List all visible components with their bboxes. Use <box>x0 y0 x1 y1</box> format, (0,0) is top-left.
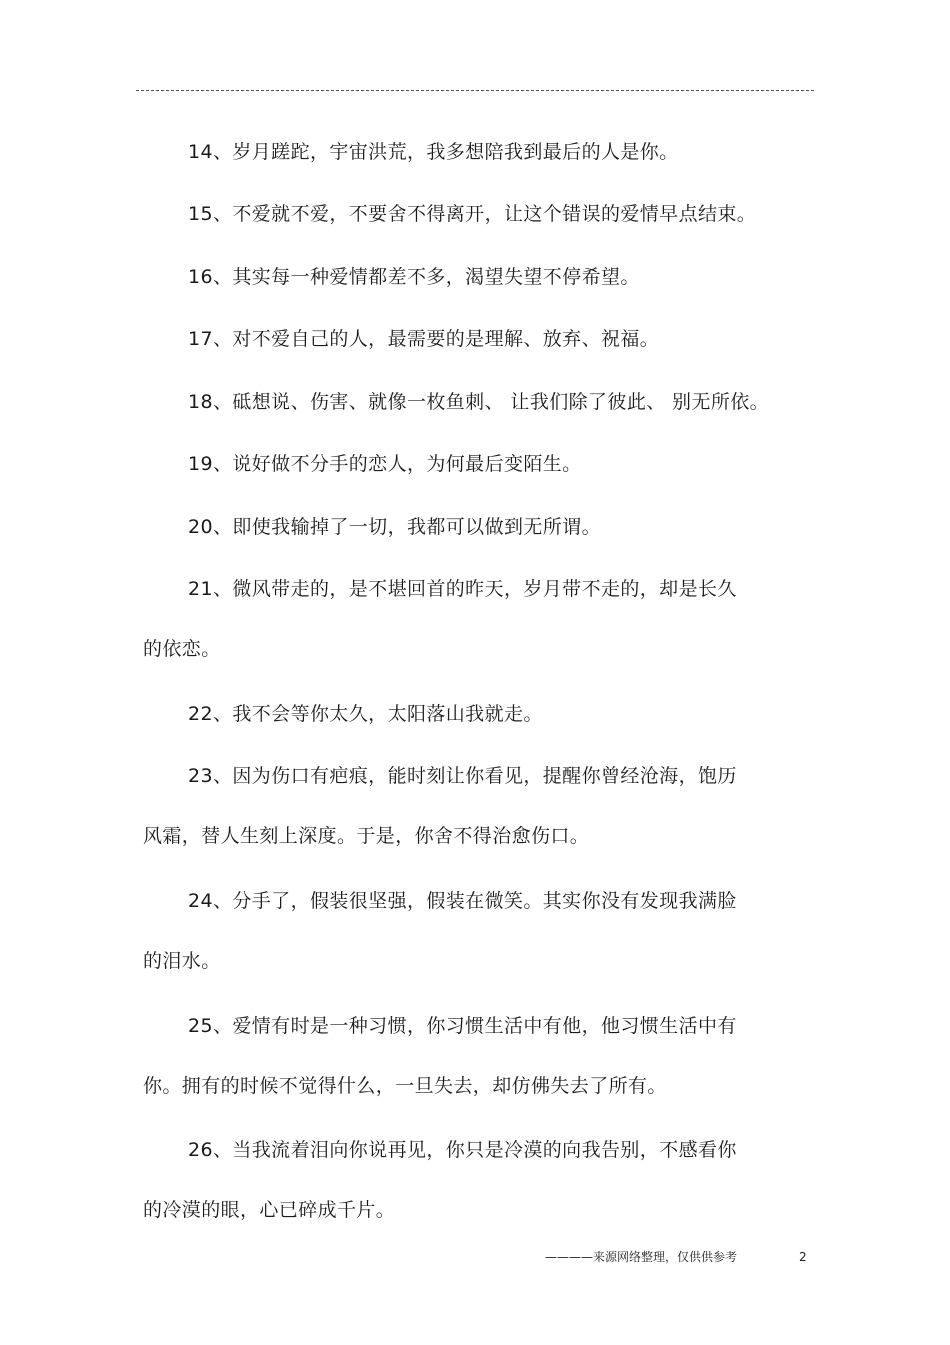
quote-26-cont: 的冷漠的眼，心已碎成千片。 <box>143 1199 396 1221</box>
quote-16: 16、其实每一种爱情都差不多，渴望失望不停希望。 <box>188 266 640 288</box>
quote-17: 17、对不爱自己的人，最需要的是理解、放弃、祝福。 <box>188 328 660 350</box>
quote-20: 20、即使我输掉了一切，我都可以做到无所谓。 <box>188 516 601 538</box>
quote-14: 14、岁月蹉跎，宇宙洪荒，我多想陪我到最后的人是你。 <box>188 141 679 163</box>
quote-23: 23、因为伤口有疤痕，能时刻让你看见，提醒你曾经沧海，饱历 <box>188 765 737 787</box>
header-divider <box>136 90 814 91</box>
quote-24-cont: 的泪水。 <box>143 950 221 972</box>
quote-26: 26、当我流着泪向你说再见，你只是冷漠的向我告别，不感看你 <box>188 1139 737 1161</box>
page-number: 2 <box>799 1250 807 1264</box>
quote-22: 22、我不会等你太久，太阳落山我就走。 <box>188 703 543 725</box>
quote-21-cont: 的依恋。 <box>143 638 221 660</box>
quote-25: 25、爱情有时是一种习惯，你习惯生活中有他，他习惯生活中有 <box>188 1015 737 1037</box>
quote-15: 15、不爱就不爱，不要舍不得离开，让这个错误的爱情早点结束。 <box>188 203 757 225</box>
quote-21: 21、微风带走的，是不堪回首的昨天，岁月带不走的，却是长久 <box>188 578 737 600</box>
quote-23-cont: 风霜，替人生刻上深度。于是，你舍不得治愈伤口。 <box>143 825 590 847</box>
quote-25-cont: 你。拥有的时候不觉得什么，一旦失去，却仿佛失去了所有。 <box>143 1075 667 1097</box>
quote-18: 18、砥想说、伤害、就像一枚鱼刺、 让我们除了彼此、 别无所依。 <box>188 391 770 413</box>
quote-24: 24、分手了，假装很坚强，假装在微笑。其实你没有发现我满脸 <box>188 890 737 912</box>
footer-source-note: ————来源网络整理，仅供供参考 <box>545 1250 738 1264</box>
quote-19: 19、说好做不分手的恋人，为何最后变陌生。 <box>188 453 582 475</box>
